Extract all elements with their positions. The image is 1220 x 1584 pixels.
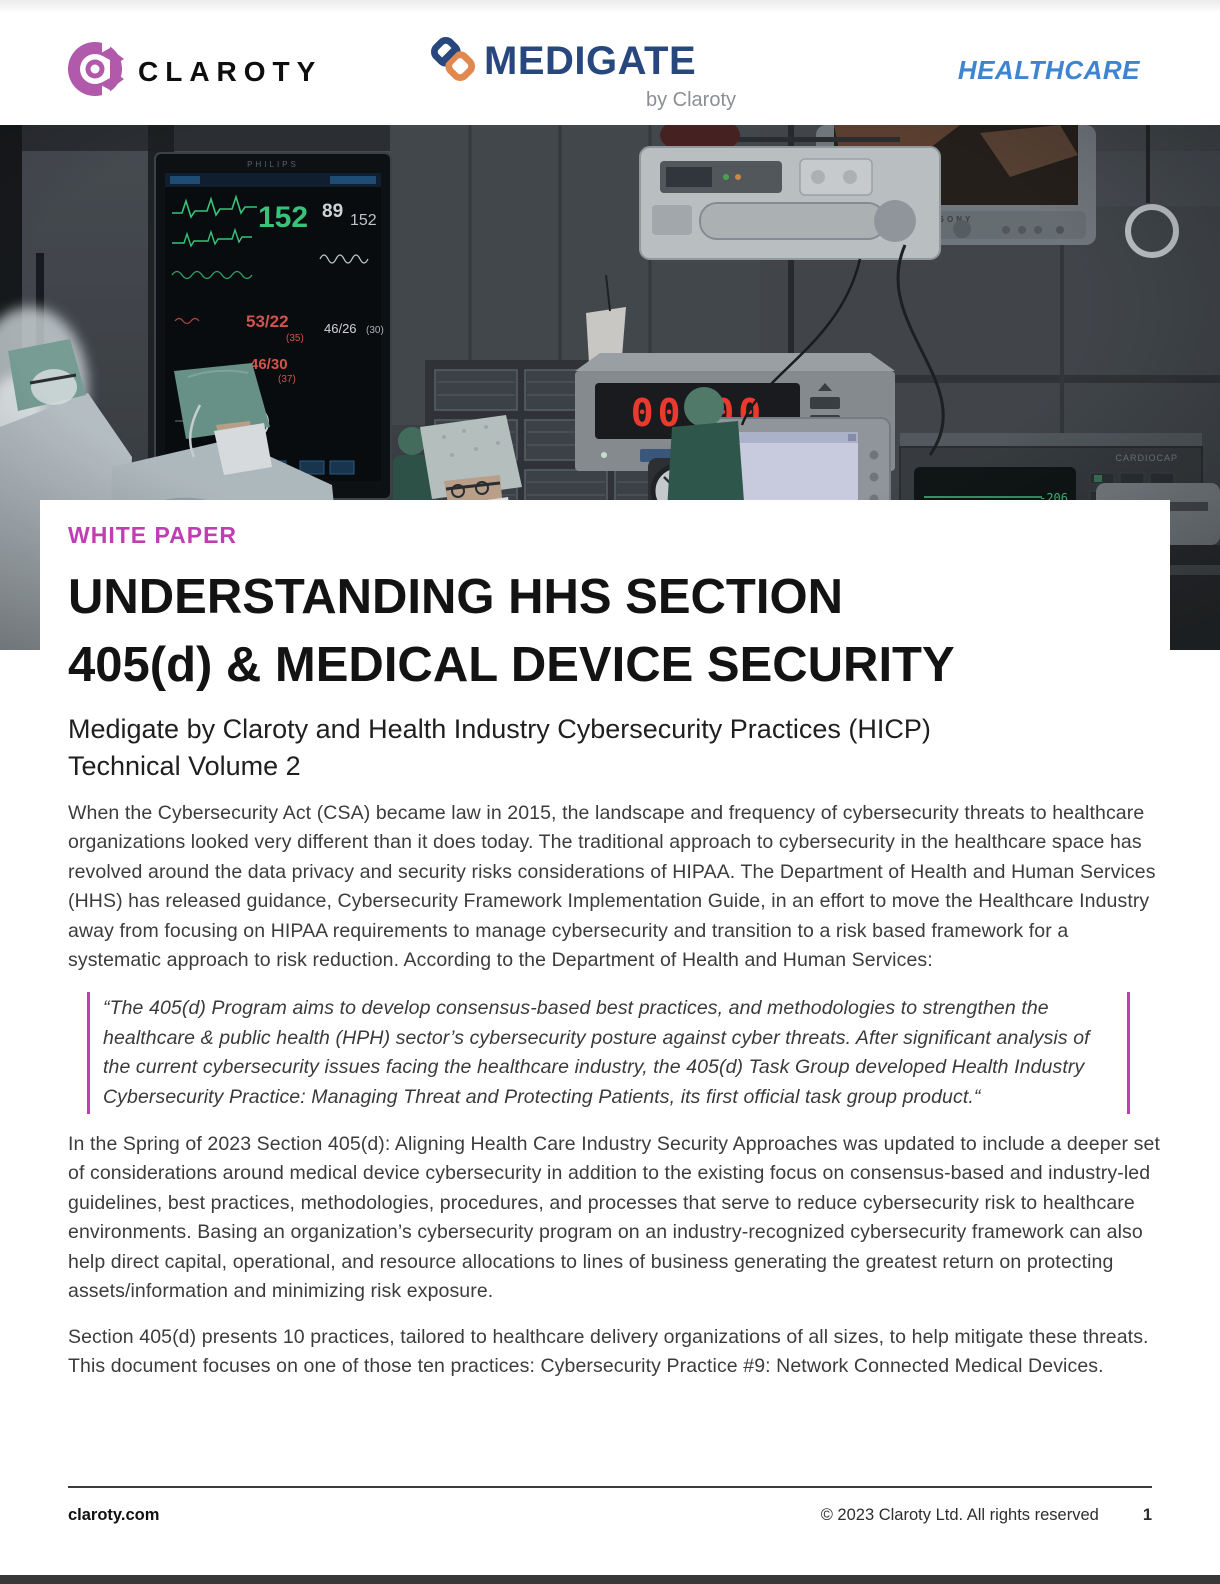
footer-divider <box>68 1486 1152 1488</box>
subtitle-line-2: Technical Volume 2 <box>68 751 301 781</box>
medigate-byline: by Claroty <box>645 89 736 111</box>
medigate-logo-icon <box>430 36 476 87</box>
paragraph-1: When the Cybersecurity Act (CSA) became law in 2015, the landscape and frequency of cybersecurity threats to healthcare organizations looked very different than it does today. The traditional approach to cybersecurity in the healthcare space has revolved around the data privacy and security risks considerations of HIPAA. The Department of Health and Human Services (HHS) has released guidance, Cybersecurity Framework Implementation Guide, in an effort to move the Healthcare Industry away from focusing on HIPAA requirements to manage cybersecurity and transition to a risk based framework for a systematic approach to risk reduction. According to the Department of Health and Human Services: <box>68 802 1156 972</box>
subtitle-line-1: Medigate by Claroty and Health Industry Cybersecurity Practices (HICP) <box>68 714 931 744</box>
title-line-2: 405(d) & MEDICAL DEVICE SECURITY <box>68 638 955 692</box>
hhs-blockquote: “The 405(d) Program aims to develop consensus-based best practices, and methodologies to strengthen the healthcare & public health (HPH) sector’s cybersecurity posture against cyber threats. After significant analysis of the current cybersecurity issues facing the healthcare industry, the 405(d) Task Group developed Health Industry Cybersecurity Practice: Managing Threat and Protecting Patients, its first official task group product.“ <box>87 992 1130 1114</box>
claroty-logo <box>66 40 322 103</box>
claroty-logo-icon <box>66 40 124 103</box>
page-title <box>68 563 1142 699</box>
header <box>0 0 1220 125</box>
footer-copyright: © 2023 Claroty Ltd. All rights reserved <box>820 1506 1099 1524</box>
healthcare-label: HEALTHCARE <box>957 55 1140 85</box>
footer <box>68 1506 1152 1525</box>
paragraph-3: Section 405(d) presents 10 practices, tailored to healthcare delivery organizations of all sizes, to help mitigate these threats. This document focuses on one of those ten practices: Cybersecurity Practice #9: Network Connected Medical Devices. <box>68 1325 1149 1377</box>
footer-page-number: 1 <box>1142 1506 1152 1524</box>
subtitle <box>68 711 1142 785</box>
title-line-1: UNDERSTANDING HHS SECTION <box>68 570 843 624</box>
next-page-edge <box>0 1575 1220 1584</box>
medigate-wordmark: MEDIGATE <box>484 39 697 83</box>
body-copy <box>68 799 1165 1381</box>
claroty-wordmark: CLAROTY <box>138 55 323 87</box>
eyebrow-white-paper: WHITE PAPER <box>68 522 238 548</box>
paragraph-2: In the Spring of 2023 Section 405(d): Aligning Health Care Industry Security Approaches was updated to include a deeper set of considerations around medical device cybersecurity in addition to the existing focus on consensus-based and industry-led guidelines, best practices, methodologies, procedures, and processes that serve to reduce cybersecurity risk to healthcare environments. Basing an organization’s cybersecurity program on an industry-recognized cybersecurity framework can also help direct capital, operational, and resource allocations to lines of business generating the greatest return on protecting assets/information and minimizing risk exposure. <box>68 1133 1160 1303</box>
medigate-logo <box>430 36 740 112</box>
title-card <box>40 500 1170 785</box>
footer-site-link[interactable]: claroty.com <box>68 1506 160 1524</box>
